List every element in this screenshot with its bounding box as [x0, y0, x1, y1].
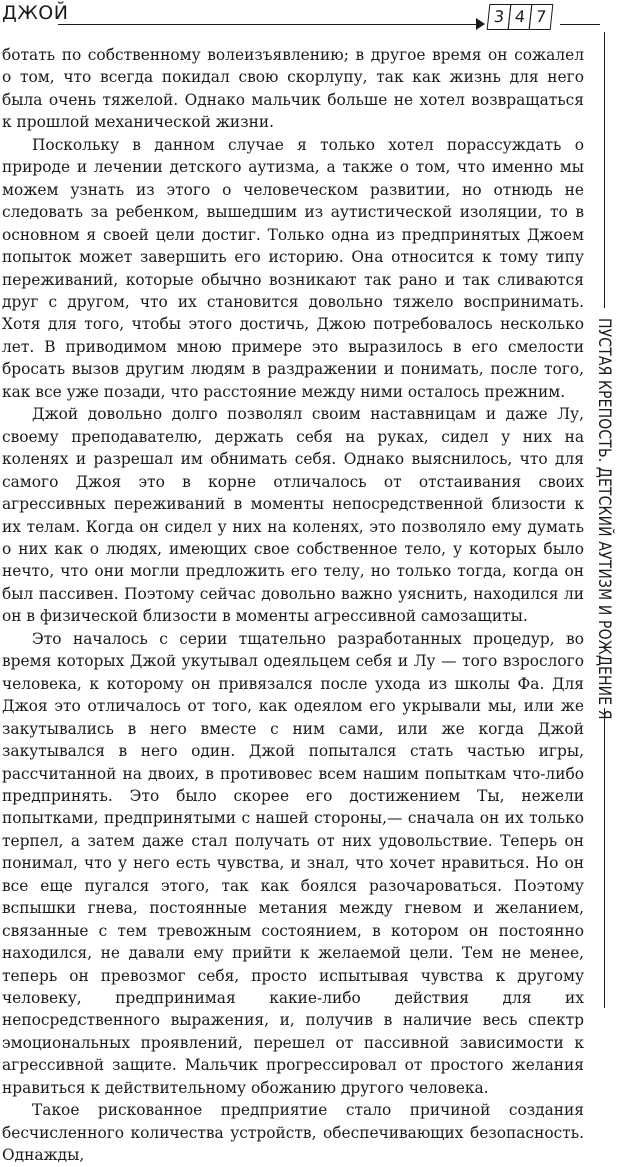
paragraph: Поскольку в данном случае я только хотел порассуждать о природе и лечении детского аутизма, а также о том, что именно мы можем узнать из этого о человеческом развитии, но отнюдь не следовать за ребенком, вышедшим из аутистической изоляции, то в основном я своей цели достиг. Только одна из предпринятых Джоем попыток может завершить его историю. Она относится к тому типу переживаний, которые обычно возникают так рано и так сливаются друг с другом, что их становится довольно тяжело воспринимать. Хотя для того, чтобы этого достичь, Джою потребовалось несколько лет. В приводимом мною примере это выразилось в его смелости бросать вызов другим людям в раздражении и понимать, после того, как все уже позади, что расстояние между ними осталось прежним.	[2, 135, 584, 401]
paragraph: Джой довольно долго позволял своим наставницам и даже Лу, своему преподавателю, держать себя на руках, сидел у них на коленях и разрешал им обнимать себя. Однако выяснилось, что для самого Джоя это в корне отличалось от отстаивания своих агрессивных переживаний в моменты непосредственной близости к их телам. Когда он сидел у них на коленях, это позволяло ему думать о них как о людях, имеющих свое собственное тело, у которых было нечто, что они могли предложить его телу, но только тогда, когда он был пассивен. Поэтому сейчас довольно важно уяснить, находился ли он в физической близости в моменты агрессивной самозащиты.	[2, 405, 584, 626]
page-number	[488, 4, 551, 30]
corner-rule-horizontal	[560, 24, 600, 25]
paragraph: Такое рискованное предприятие стало причиной создания бесчисленного количества устройств, обеспечивающих безопасность. Однажды,	[2, 1101, 584, 1165]
page-body	[2, 44, 584, 1167]
side-rule-bottom	[604, 708, 605, 1008]
header-rule	[58, 24, 482, 25]
side-title-container	[590, 318, 620, 720]
page-number-digit: 7	[529, 4, 554, 30]
book-side-title: ПУСТАЯ КРЕПОСТЬ. ДЕТСКИЙ АУТИЗМ И РОЖДЕНИЕ Я	[594, 318, 614, 720]
header-arrow-icon	[476, 18, 485, 30]
side-rule-top	[604, 32, 605, 308]
running-head: ДЖОЙ	[2, 2, 69, 24]
paragraph: ботать по собственному волеизъявлению; в другое время он сожалел о том, что всегда покидал свою скорлупу, так как жизнь для него была очень тяжелой. Однако мальчик больше не хотел возвращаться к прошлой механической жизни.	[2, 46, 584, 132]
page-number-digit: 3	[487, 4, 512, 30]
page-number-digit: 4	[508, 4, 533, 30]
paragraph: Это началось с серии тщательно разработанных процедур, во время которых Джой укутывал одеяльцем себя и Лу — того взрослого человека, к которому он привязался после ухода из школы Фа. Для Джоя это отличалось от того, как одеялом его укрывали мы, или же закутывались в него вместе с ним сами, или же когда Джой закутывался в него один. Джой попытался стать частью игры, рассчитанной на двоих, в противовес всем нашим попыткам что-либо предпринять. Это было скорее его достижением Ты, нежели попытками, предпринятыми с нашей стороны,— сначала он их только терпел, а затем даже стал получать от них удовольствие. Теперь он понимал, что у него есть чувства, и знал, что хочет нравиться. Но он все еще пугался этого, так как боялся разочароваться. Поэтому вспышки гнева, постоянные метания между гневом и желанием, связанные с тем тревожным состоянием, в котором он постоянно находился, не давали ему прийти к желаемой цели. Тем не менее, теперь он превозмог себя, просто испытывая чувства к другому человеку, предпринимая какие-либо действия для их непосредственного выражения, и, получив в наличие весь спектр эмоциональных проявлений, перешел от пассивной зависимости к агрессивной защите. Мальчик прогрессировал от простого желания нравиться к действительному обожанию другого человека.	[2, 629, 584, 1097]
